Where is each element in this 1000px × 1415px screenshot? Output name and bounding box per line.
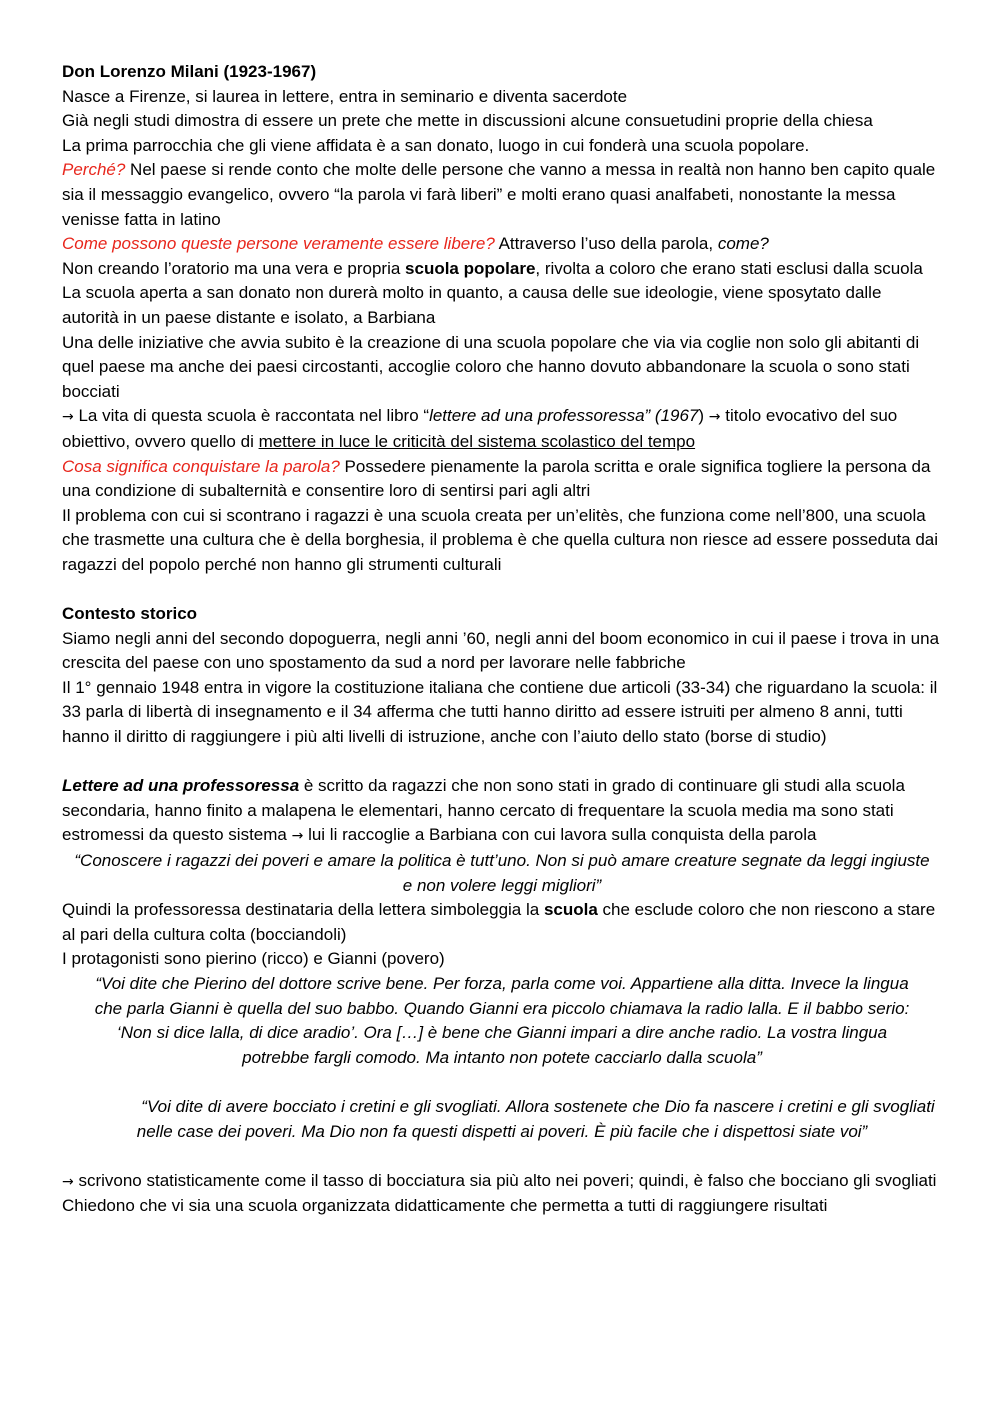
paragraph-freedom-text: Attraverso l’uso della parola, [494,234,718,254]
paragraph-freedom [62,232,942,257]
arrow-right-icon: → [708,409,721,426]
paragraph-letter [62,774,942,849]
quote-politics: “Conoscere i ragazzi dei poveri e amare la politica è tutt’uno. Non si può amare creature segnate da leggi ingiuste e non volere leggi migliori” [74,851,930,895]
text-fragment: Quindi la professoressa destinataria della lettera simboleggia la [62,900,544,920]
arrow-right-icon: → [62,1173,74,1190]
document-page [62,60,942,1219]
spacer [62,577,942,602]
paragraph-birth: Nasce a Firenze, si laurea in lettere, entra in seminario e diventa sacerdote [62,86,628,106]
text-fragment: che esclude coloro che non riescono a stare al pari della cultura colta (bocciandoli) [62,900,936,944]
paragraph-request: Chiedono che vi sia una scuola organizzata didatticamente che permetta a tutti di raggiungere risultati [62,1196,828,1216]
book-title-bold: Lettere ad una professoressa [62,776,300,796]
question-freedom: Come possono queste persone veramente essere libere? [62,234,495,254]
keyword-scuola: scuola [543,900,598,920]
text-fragment: ) [698,406,709,426]
quote-cretini: “Voi dite di avere bocciato i cretini e gli svogliati. Allora sostenete che Dio fa nascere i cretini e gli svogliati nelle case dei poveri. Ma Dio non fa questi dispetti ai poveri. È più facile che i dispettosi siate voi” [136,1096,935,1141]
text-fragment: scrivono statisticamente come il tasso di bocciatura sia più alto nei poveri; quindi, è falso che bocciano gli svogliati [73,1170,937,1190]
paragraph-studies: Già negli studi dimostra di essere un prete che mette in discussioni alcune consuetudini proprie della chiesa [62,111,873,131]
arrow-right-icon: → [62,409,74,426]
text-fragment: lui li raccoglie a Barbiana con cui lavora sulla conquista della parola [303,825,817,845]
text-fragment: è scritto da ragazzi che non sono stati in grado di continuare gli studi alla scuola secondaria, hanno finito a malapena le elementari, hanno cercato di frequentare la scuola media ma sono stati estromessi da questo sistema [62,776,905,845]
paragraph-barbiana: La scuola aperta a san donato non durerà molto in quanto, a causa delle sue ideologie, viene sposytato dalle autorità in un paese distante e isolato, a Barbiana [62,283,882,327]
paragraph-protagonists: I protagonisti sono pierino (ricco) e Gianni (povero) [62,949,445,969]
text-fragment: , rivolta a coloro che erano stati esclusi dalla scuola [535,258,923,278]
paragraph-book [62,404,942,454]
paragraph-teacher [62,898,942,947]
document-title: Don Lorenzo Milani (1923-1967) [62,62,317,81]
book-title: lettere ad una professoressa” (1967 [429,406,699,426]
text-fragment: La vita di questa scuola è raccontata nel libro “ [73,406,430,426]
text-fragment: Possedere pienamente la parola scritta e orale significa togliere la persona da una condizione di subalternità e consentire loro di sentirsi pari agli altri [62,456,931,501]
keyword-scuola-popolare: scuola popolare [405,258,536,278]
paragraph-parish: La prima parrocchia che gli viene affidata è a san donato, luogo in cui fonderà una scuola popolare. [62,135,810,155]
paragraph-problem: Il problema con cui si scontrano i ragazzi è una scuola creata per un’elitès, che funziona come nell’800, una scuola che trasmette una cultura che è della borghesia, il problema è che quella cultura non riesce ad essere posseduta dai ragazzi del popolo perché non hanno gli strumenti culturali [62,505,939,574]
paragraph-statistics [62,1169,942,1195]
paragraph-conquer-word [62,455,942,504]
text-fragment: Non creando l’oratorio ma una vera e propria [62,258,406,278]
paragraph-postwar: Siamo negli anni del secondo dopoguerra, negli anni ’60, negli anni del boom economico in cui il paese i trova in una crescita del paese con uno spostamento da sud a nord per lavorare nelle fabbriche [62,628,940,673]
paragraph-popular-school [62,257,942,282]
spacer [62,750,942,775]
text-fragment: titolo evocativo del suo obiettivo, ovvero quello di [62,406,898,451]
paragraph-constitution: Il 1° gennaio 1948 entra in vigore la costituzione italiana che contiene due articoli (33-34) che riguardano la scuola: il 33 parla di libertà di insegnamento e il 34 afferma che tutti hanno diritto ad essere istruiti per almeno 8 anni, tutti hanno il diritto di raggiungere i più alti livelli di istruzione, anche con l’aiuto dello stato (borse di studio) [62,677,938,747]
underlined-objective: mettere in luce le criticità del sistema scolastico del tempo [258,431,696,451]
arrow-right-icon: → [291,828,304,845]
quote-pierino-gianni: “Voi dite che Pierino del dottore scrive bene. Per forza, parla come voi. Appartiene alla ditta. Invece la lingua che parla Gianni è quella del suo babbo. Quando Gianni era piccolo chiamava la radio lalla. E il babbo serio: ‘Non si dice lalla, di dice aradio’. Ora […] è bene che Gianni impari a dire anche radio. La vostra lingua potrebbe fargli comodo. Ma intanto non potete cacciarlo dalla scuola” [94,973,910,1067]
question-how: come? [717,234,769,254]
spacer [62,1144,942,1169]
spacer [62,1070,942,1095]
section-heading-context: Contesto storico [62,604,198,624]
paragraph-initiatives: Una delle iniziative che avvia subito è la creazione di una scuola popolare che via via coglie non solo gli abitanti di quel paese ma anche dei paesi circostanti, accoglie coloro che hanno dovuto abbandonare la scuola o sono stati bocciati [62,332,920,401]
question-why: Perché? [62,160,126,180]
paragraph-why [62,158,942,232]
paragraph-why-text: Nel paese si rende conto che molte delle persone che vanno a messa in realtà non hanno ben capito quale sia il messaggio evangelico, ovvero “la parola vi farà liberi” e molti erano quasi analfabeti, nonostante la messa venisse fatta in latino [62,160,936,229]
question-conquer-word: Cosa significa conquistare la parola? [62,456,340,476]
